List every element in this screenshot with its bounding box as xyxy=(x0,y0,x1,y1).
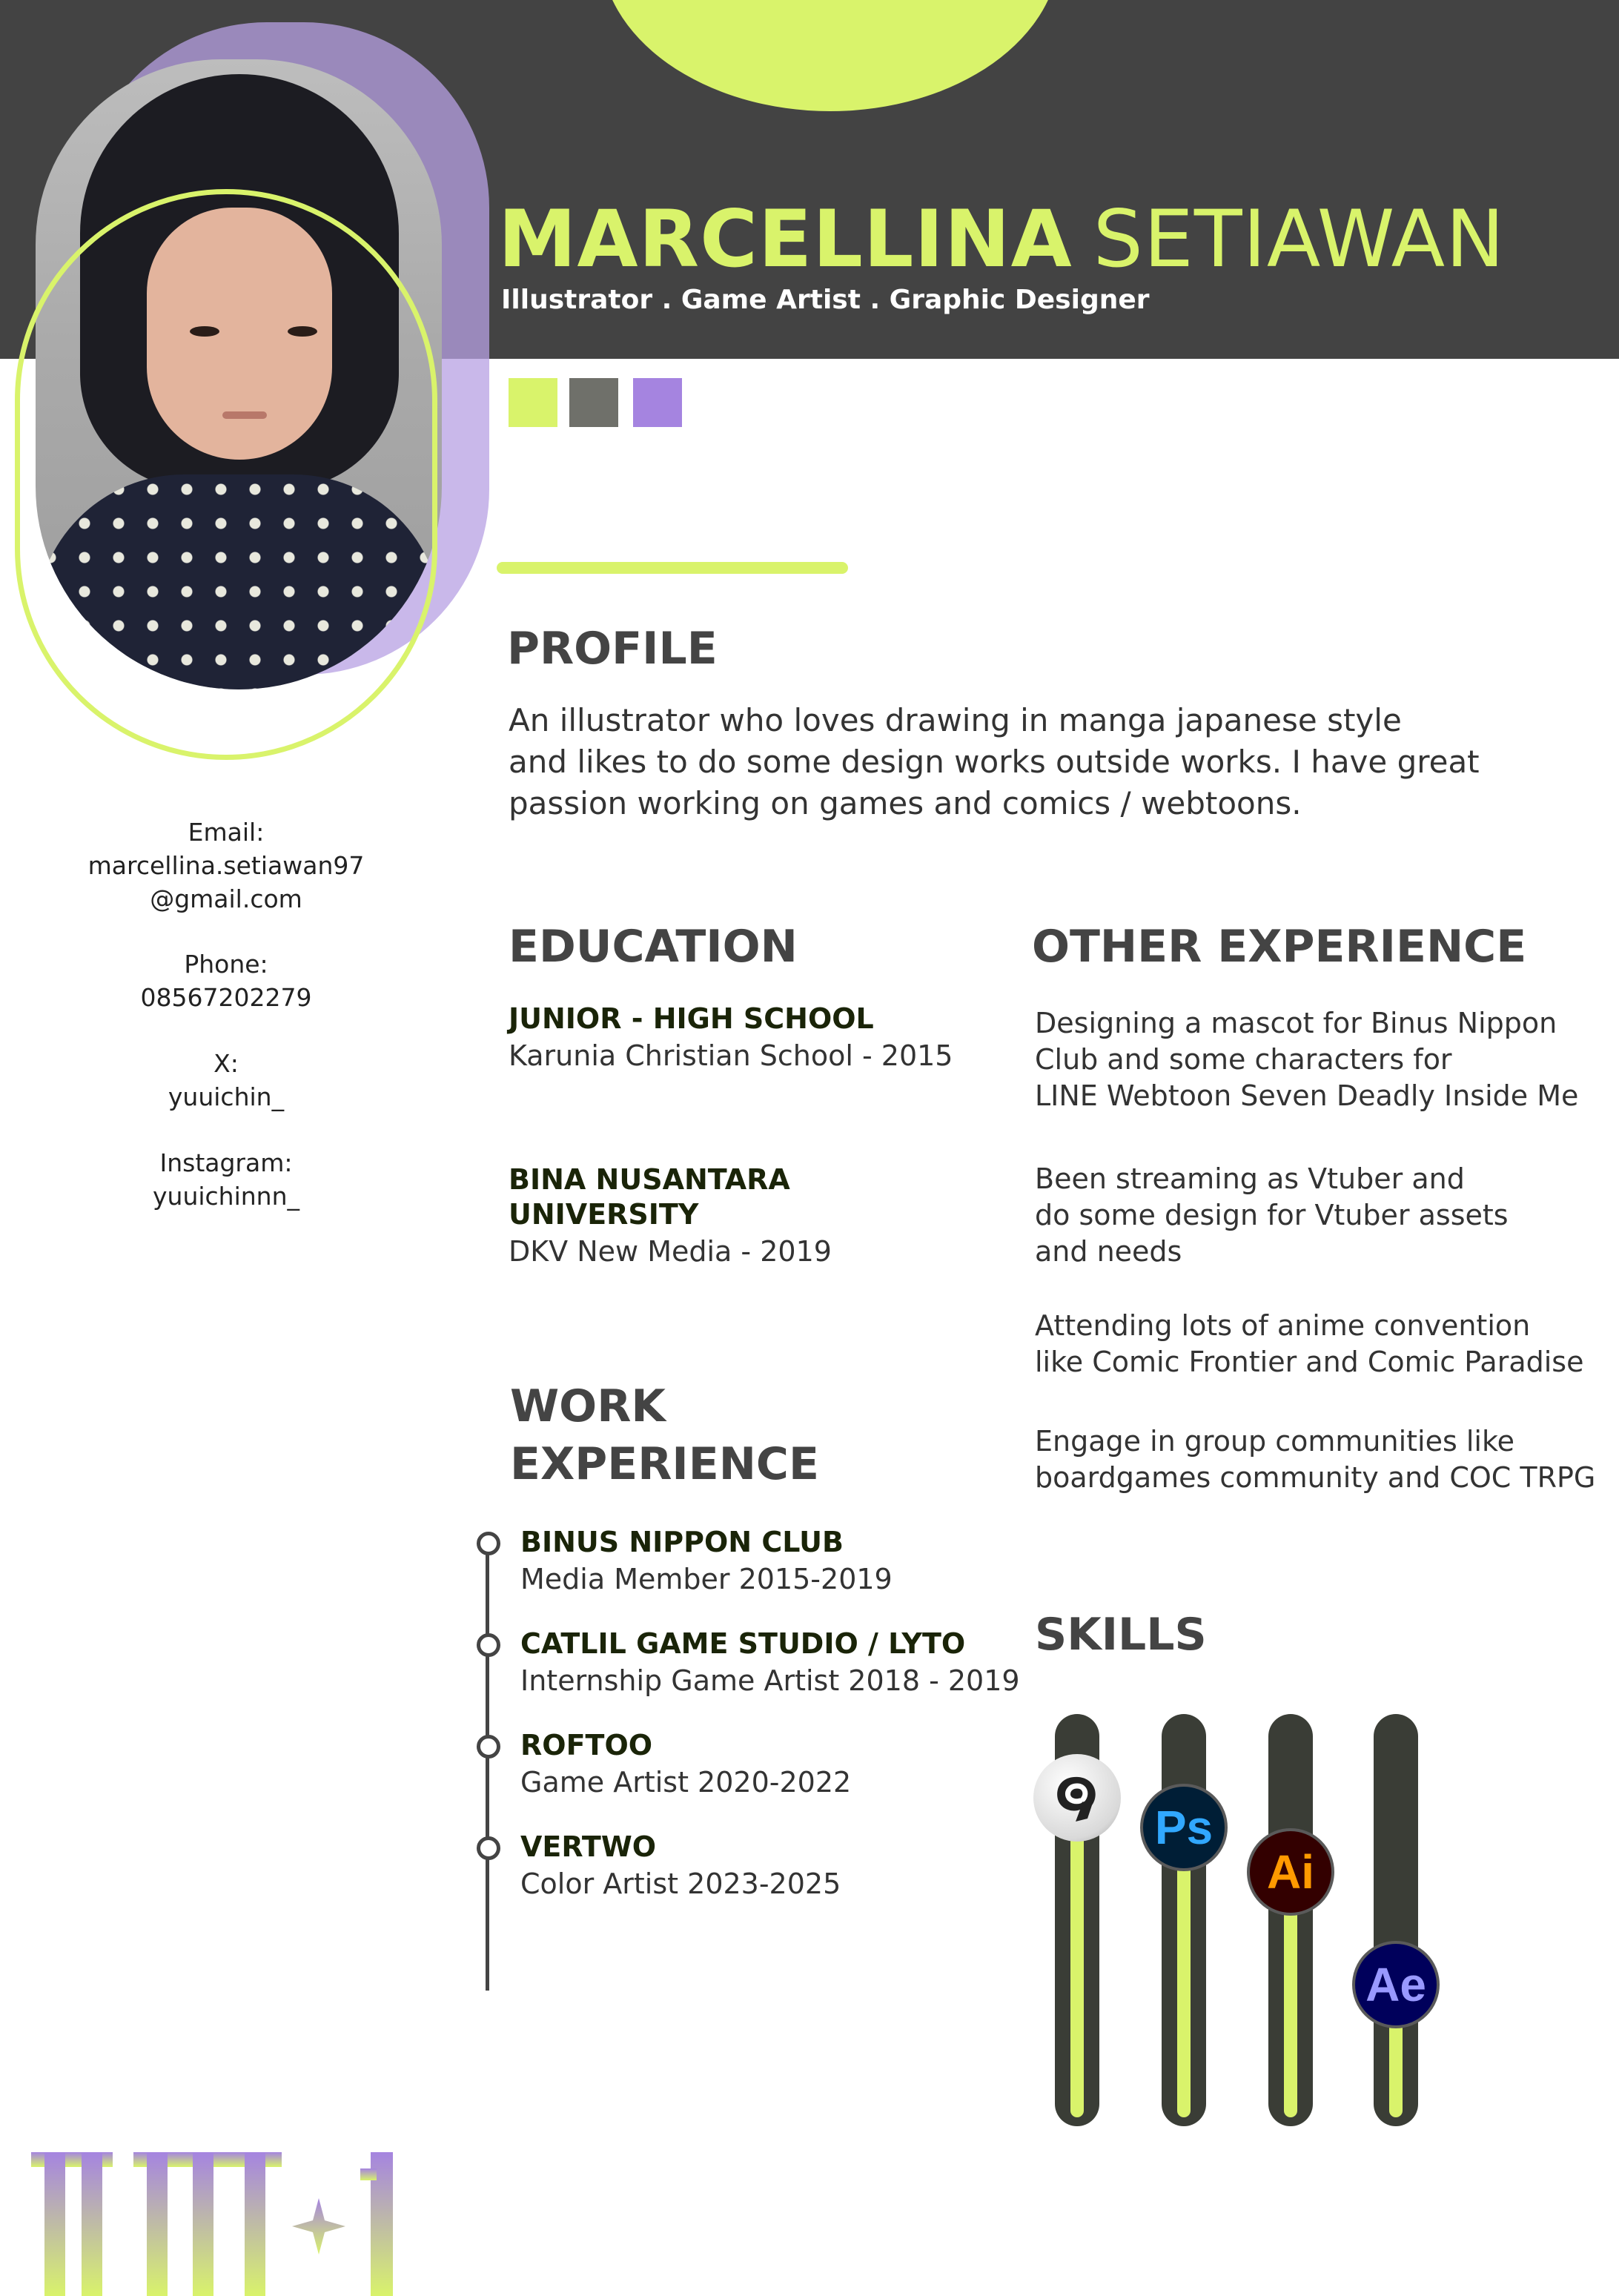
education-detail: DKV New Media - 2019 xyxy=(509,1235,832,1268)
other-line: and needs xyxy=(1035,1235,1182,1268)
email-label: Email: xyxy=(188,818,265,847)
tagline: Illustrator . Game Artist . Graphic Designer xyxy=(501,285,1150,315)
education-detail: Karunia Christian School - 2015 xyxy=(509,1039,953,1072)
work-title-line: EXPERIENCE xyxy=(510,1438,819,1490)
timeline-dot xyxy=(477,1735,500,1759)
work-company: VERTWO xyxy=(520,1830,657,1863)
clip-studio-icon xyxy=(1033,1754,1121,1842)
work-role: Internship Game Artist 2018 - 2019 xyxy=(520,1664,1020,1697)
clip-studio-glyph xyxy=(1046,1767,1108,1829)
timeline-line xyxy=(486,1542,489,1991)
profile-line: An illustrator who loves drawing in manga japanese style xyxy=(509,702,1402,738)
first-name: MARCELLINA xyxy=(498,193,1073,285)
work-role: Media Member 2015-2019 xyxy=(520,1563,893,1595)
other-item xyxy=(1035,1161,1509,1270)
contact-phone xyxy=(30,947,423,1014)
illustrator-icon: Ai xyxy=(1247,1828,1334,1916)
accent-bar xyxy=(497,562,848,574)
work-role: Color Artist 2023-2025 xyxy=(520,1867,841,1900)
photo-outline-ring xyxy=(15,189,437,760)
contact-instagram xyxy=(30,1146,423,1213)
swatch-green xyxy=(509,378,557,427)
education-school xyxy=(509,1162,790,1232)
other-line: Attending lots of anime convention xyxy=(1035,1309,1531,1342)
work-role: Game Artist 2020-2022 xyxy=(520,1766,852,1799)
other-item xyxy=(1035,1423,1595,1496)
contact-x xyxy=(30,1047,423,1114)
phone-value: 08567202279 xyxy=(140,983,312,1012)
skill-fill xyxy=(1284,1881,1297,2117)
other-line: like Comic Frontier and Comic Paradise xyxy=(1035,1346,1584,1378)
work-title-line: WORK xyxy=(510,1380,666,1432)
other-line: LINE Webtoon Seven Deadly Inside Me xyxy=(1035,1079,1579,1112)
instagram-value: yuuichinnn_ xyxy=(153,1182,299,1211)
skill-fill xyxy=(1177,1837,1191,2117)
email-line1: marcellina.setiawan97 xyxy=(87,851,365,880)
school-line: BINA NUSANTARA xyxy=(509,1163,790,1196)
work-company: CATLIL GAME STUDIO / LYTO xyxy=(520,1627,966,1660)
education-school: JUNIOR - HIGH SCHOOL xyxy=(509,1002,874,1035)
skill-track xyxy=(1162,1714,1206,2126)
name-title xyxy=(498,193,1506,285)
last-name: SETIAWAN xyxy=(1093,193,1506,285)
other-line: do some design for Vtuber assets xyxy=(1035,1199,1509,1231)
other-item xyxy=(1035,1308,1583,1380)
email-line2: @gmail.com xyxy=(150,884,302,913)
after-effects-icon: Ae xyxy=(1352,1941,1440,2028)
timeline-dot xyxy=(477,1836,500,1860)
work-company: ROFTOO xyxy=(520,1729,653,1761)
decorative-logo-mark xyxy=(22,2146,408,2296)
other-line: Been streaming as Vtuber and xyxy=(1035,1162,1465,1195)
skill-fill xyxy=(1070,1798,1084,2117)
other-item xyxy=(1035,1005,1578,1114)
profile-text xyxy=(509,700,1480,824)
instagram-label: Instagram: xyxy=(159,1148,293,1177)
skill-track xyxy=(1268,1714,1313,2126)
x-label: X: xyxy=(213,1049,239,1078)
skills-title: SKILLS xyxy=(1035,1609,1207,1661)
work-company: BINUS NIPPON CLUB xyxy=(520,1526,844,1558)
other-title: OTHER EXPERIENCE xyxy=(1032,921,1527,973)
x-value: yuuichin_ xyxy=(168,1082,285,1111)
photoshop-icon: Ps xyxy=(1140,1784,1228,1871)
other-line: Engage in group communities like xyxy=(1035,1425,1515,1458)
timeline-dot xyxy=(477,1532,500,1555)
phone-label: Phone: xyxy=(184,950,268,979)
profile-title: PROFILE xyxy=(507,623,718,675)
school-line: UNIVERSITY xyxy=(509,1198,699,1231)
education-title: EDUCATION xyxy=(509,921,798,973)
profile-line: passion working on games and comics / webtoons. xyxy=(509,785,1302,821)
timeline-dot xyxy=(477,1633,500,1657)
swatch-gray xyxy=(569,378,618,427)
other-line: Club and some characters for xyxy=(1035,1043,1452,1076)
profile-line: and likes to do some design works outside works. I have great xyxy=(509,744,1480,780)
other-line: boardgames community and COC TRPG xyxy=(1035,1461,1596,1494)
other-line: Designing a mascot for Binus Nippon xyxy=(1035,1007,1557,1039)
contact-email xyxy=(30,815,423,916)
skill-track xyxy=(1374,1714,1418,2126)
work-title xyxy=(510,1377,819,1493)
swatch-lavender xyxy=(633,378,682,427)
